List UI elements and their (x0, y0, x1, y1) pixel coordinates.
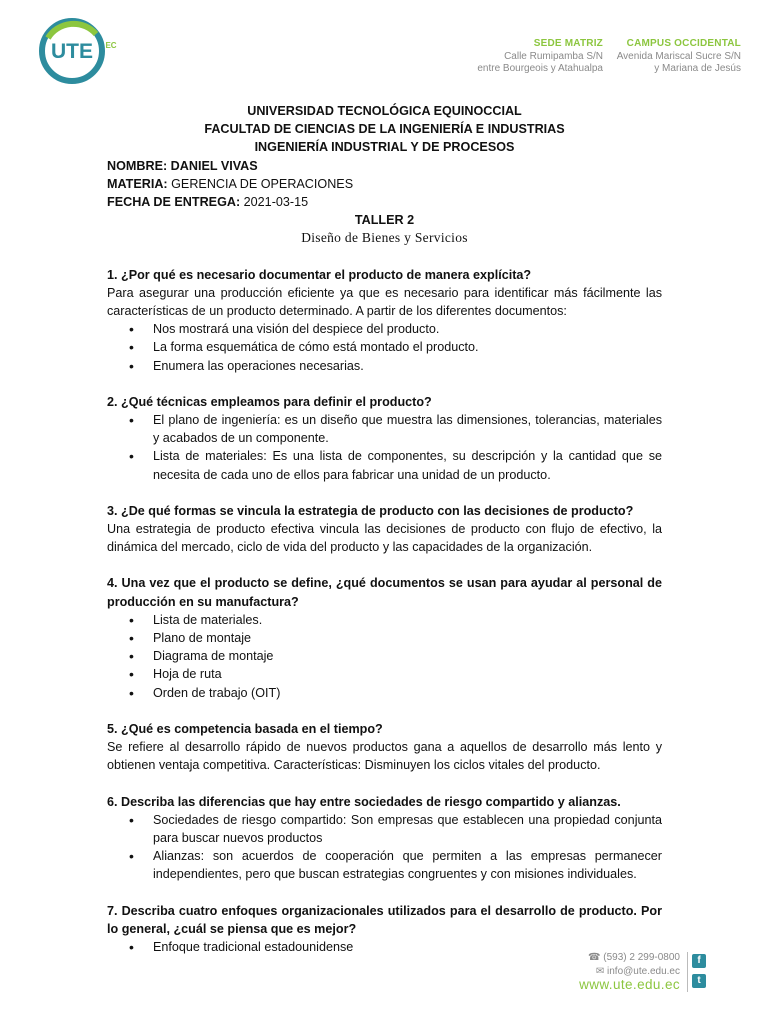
workshop-subtitle: Diseño de Bienes y Servicios (301, 230, 468, 246)
subject-value: GERENCIA DE OPERACIONES (171, 176, 354, 191)
faculty-title: FACULTAD DE CIENCIAS DE LA INGENIERÍA E INDUSTRIAS (204, 122, 565, 137)
twitter-icon[interactable]: t (692, 974, 706, 988)
list-item: • Hoja de ruta (153, 665, 662, 683)
subject-label: MATERIA: (107, 176, 168, 191)
email-address: info@ute.edu.ec (607, 966, 680, 977)
mail-icon: ✉ (595, 966, 605, 977)
question-1-bullets (107, 320, 662, 375)
question-1-title: 1. ¿Por qué es necesario documentar el producto de manera explícita? (107, 267, 532, 282)
phone-number: (593) 2 299-0800 (603, 952, 680, 963)
question-5-title: 5. ¿Qué es competencia basada en el tiempo? (107, 721, 383, 736)
name-label: NOMBRE: (107, 158, 168, 173)
logo-suffix: EC (105, 41, 117, 50)
main-campus-line2: entre Bourgeois y Atahualpa (477, 63, 603, 74)
name-value: DANIEL VIVAS (170, 158, 258, 173)
west-campus-line1: Avenida Mariscal Sucre S/N (616, 50, 741, 62)
list-item: • Enfoque tradicional estadounidense (153, 938, 662, 956)
student-name-field (107, 157, 662, 175)
date-label: FECHA DE ENTREGA: (107, 195, 241, 210)
list-item: • Sociedades de riesgo compartido: Son empresas que establecen una propiedad conjunta para buscar nuevos productos (153, 811, 662, 847)
list-item: • Orden de trabajo (OIT) (153, 684, 662, 702)
phone-contact (588, 952, 680, 963)
question-3-title: 3. ¿De qué formas se vincula la estrategia de producto con las decisiones de producto? (107, 503, 634, 518)
question-1-answer: Para asegurar una producción eficiente ya que es necesario para identificar más fácilmente las características de un producto determinado. A partir de los diferentes documentos: (107, 285, 662, 319)
question-6-title: 6. Describa las diferencias que hay entre sociedades de riesgo compartido y alianzas. (107, 794, 621, 809)
list-item: • Alianzas: son acuerdos de cooperación que permiten a las empresas permanecer independientes, pero que buscan estrategias congruentes y con misiones individuales. (153, 847, 662, 883)
page-footer (538, 948, 738, 998)
list-item: • Enumera las operaciones necesarias. (153, 357, 662, 375)
list-item: • Lista de materiales: Es una lista de componentes, su descripción y la cantidad que se necesita de cada uno de ellos para fabricar una unidad de un producto. (153, 447, 662, 483)
workshop-title: TALLER 2 (354, 213, 415, 228)
west-campus-address (617, 38, 741, 76)
main-campus-title: SEDE MATRIZ (533, 38, 603, 49)
website-link[interactable]: www.ute.edu.ec (579, 977, 680, 992)
page-header (0, 0, 768, 100)
footer-divider (687, 952, 688, 992)
list-item: • Nos mostrará una visión del despiece del producto. (153, 320, 662, 338)
list-item: • La forma esquemática de cómo está montado el producto. (153, 338, 662, 356)
university-title: UNIVERSIDAD TECNOLÓGICA EQUINOCCIAL (247, 104, 522, 118)
list-item: • Plano de montaje (153, 629, 662, 647)
main-campus-line1: Calle Rumipamba S/N (504, 50, 603, 62)
question-4-title: 4. Una vez que el producto se define, ¿qué documentos se usan para ayudar al personal de producción en su manufactura? (107, 576, 662, 609)
question-6-bullets (107, 811, 662, 884)
due-date-field (107, 193, 662, 211)
email-contact (596, 966, 680, 977)
question-3-answer: Una estrategia de producto efectiva vincula las decisiones de producto con flujo de efectivo, la dinámica del mercado, ciclo de vida del producto y las capacidades de la organización. (107, 522, 662, 555)
phone-icon: ☎ (588, 952, 601, 963)
west-campus-line2: y Mariana de Jesús (654, 63, 741, 74)
list-item: • Lista de materiales. (153, 611, 662, 629)
ute-logo-icon (38, 14, 128, 88)
subject-field (107, 175, 662, 193)
program-title: INGENIERÍA INDUSTRIAL Y DE PROCESOS (254, 140, 515, 155)
document-body (107, 102, 662, 956)
main-campus-address (477, 38, 603, 76)
facebook-icon[interactable]: f (692, 954, 706, 968)
question-7-title: 7. Describa cuatro enfoques organizacionales utilizados para el desarrollo de producto. Por lo general, ¿cuál se piensa que es mejor? (107, 903, 662, 936)
question-5-answer: Se refiere al desarrollo rápido de nuevos productos gana a aquellos de desarrollo más lento y obtienen ventaja competitiva. Características: Disminuyen los ciclos vitales del producto. (107, 740, 662, 773)
west-campus-title: CAMPUS OCCIDENTAL (626, 38, 741, 49)
list-item: • El plano de ingeniería: es un diseño que muestra las dimensiones, tolerancias, materiales y acabados de un componente. (153, 411, 662, 447)
question-4-bullets (107, 611, 662, 702)
ute-logo (38, 14, 128, 88)
logo-text: UTE (51, 40, 93, 63)
list-item: • Diagrama de montaje (153, 647, 662, 665)
question-2-title: 2. ¿Qué técnicas empleamos para definir el producto? (107, 394, 432, 409)
date-value: 2021-03-15 (243, 195, 309, 210)
question-2-bullets (107, 411, 662, 484)
